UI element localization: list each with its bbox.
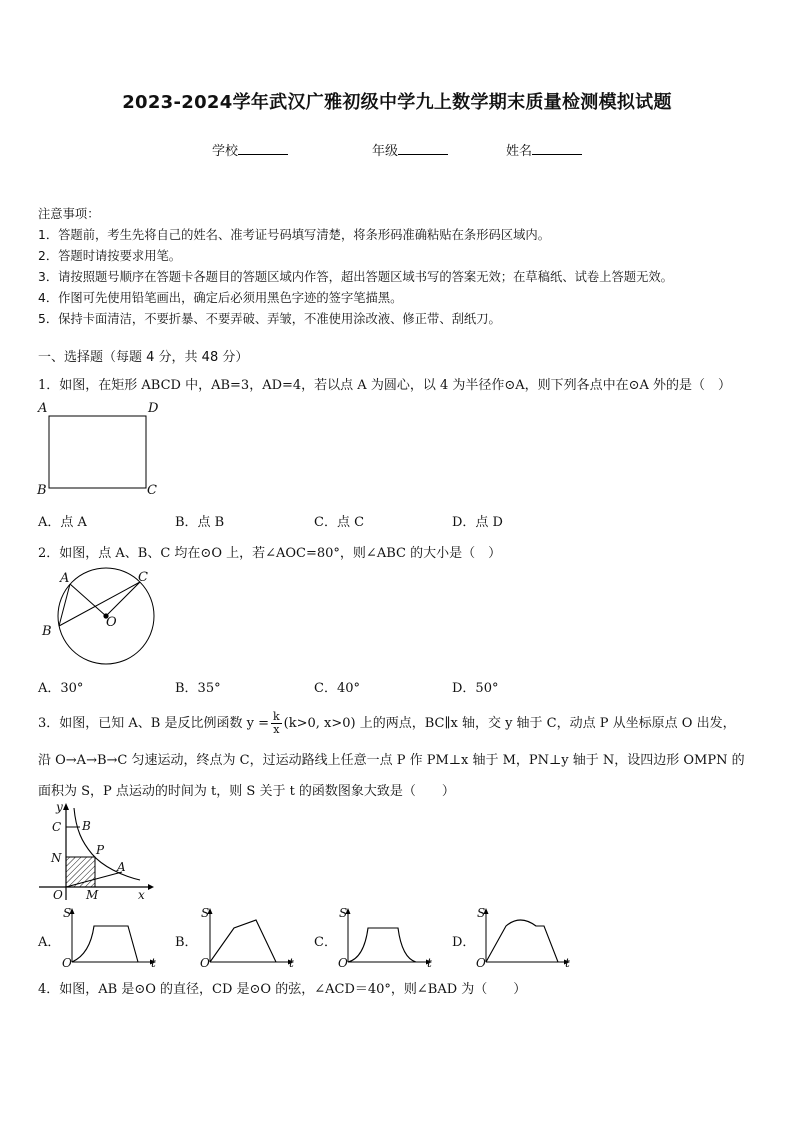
q3-label-y: y bbox=[56, 800, 63, 814]
q3-label-c: C bbox=[52, 820, 62, 834]
q3-fraction-denominator: x bbox=[273, 723, 280, 736]
note-item: 1．答题前，考生先将自己的姓名、准考证号码填写清楚，将条形码准确粘贴在条形码区域内。 bbox=[38, 228, 550, 242]
x-axis-arrow bbox=[148, 884, 154, 890]
q3-label-x: x bbox=[138, 888, 145, 902]
q2-option-a[interactable]: A．30° bbox=[38, 681, 84, 696]
q2-label-b: B bbox=[42, 624, 52, 639]
q3-fraction-numerator: k bbox=[272, 710, 280, 723]
q3-option-c-label[interactable]: C． bbox=[314, 935, 337, 950]
question-4-text: 4．如图，AB 是⊙O 的直径，CD 是⊙O 的弦，∠ACD＝40°，则∠BAD 为（ ） bbox=[38, 982, 527, 997]
q3-label-o: O bbox=[53, 888, 63, 902]
q2-option-d[interactable]: D．50° bbox=[452, 681, 499, 696]
segment-ba bbox=[59, 584, 70, 626]
q1-option-a[interactable]: A．点 A bbox=[38, 515, 87, 530]
q2-option-b[interactable]: B．35° bbox=[175, 681, 221, 696]
page-title: 2023-2024学年武汉广雅初级中学九上数学期末质量检测模拟试题 bbox=[122, 92, 672, 113]
q2-label-a: A bbox=[60, 571, 70, 586]
q3-line1-start: 3．如图，已知 A、B 是反比例函数 y = bbox=[38, 716, 269, 731]
q3-label-n: N bbox=[51, 851, 62, 865]
q3-label-a: A bbox=[117, 860, 126, 874]
grade-field[interactable] bbox=[372, 140, 448, 159]
school-blank[interactable] bbox=[238, 142, 288, 155]
q2-label-o: O bbox=[106, 615, 117, 630]
q3-option-a-graph[interactable] bbox=[60, 904, 160, 972]
segment-ao bbox=[70, 584, 106, 616]
q1-option-c[interactable]: C．点 C bbox=[314, 515, 365, 530]
notes-heading: 注意事项： bbox=[38, 207, 100, 221]
q3-label-p: P bbox=[96, 843, 105, 857]
q2-label-c: C bbox=[138, 570, 148, 585]
school-label: 学校 bbox=[212, 144, 239, 159]
q3-option-d-graph[interactable] bbox=[474, 904, 574, 972]
q1-label-c: C bbox=[147, 483, 157, 498]
q1-label-a: A bbox=[38, 401, 48, 416]
q3-option-d-label[interactable]: D． bbox=[452, 935, 476, 950]
name-blank[interactable] bbox=[532, 142, 582, 155]
q3-label-b: B bbox=[82, 819, 91, 833]
rectangle-abcd bbox=[49, 416, 146, 488]
school-field[interactable] bbox=[212, 140, 288, 159]
section-heading: 一、选择题（每题 4 分，共 48 分） bbox=[38, 350, 249, 365]
graph-c-label-t: t bbox=[427, 956, 432, 970]
q3-line1-end: (k>0, x>0) 上的两点，BC∥x 轴，交 y 轴于 C，动点 P 从坐标原点 O 出发， bbox=[283, 716, 736, 731]
q1-option-b[interactable]: B．点 B bbox=[175, 515, 225, 530]
note-item: 3．请按照题号顺序在答题卡各题目的答题区域内作答，超出答题区域书写的答案无效；在草稿纸、试卷上答题无效。 bbox=[38, 270, 673, 284]
graph-d-label-s: S bbox=[477, 906, 486, 920]
graph-d-curve bbox=[486, 920, 558, 962]
graph-a-label-t: t bbox=[151, 956, 156, 970]
shaded-rectangle-ompn bbox=[66, 857, 95, 887]
graph-c-label-s: S bbox=[339, 906, 348, 920]
q3-label-m: M bbox=[86, 888, 99, 902]
graph-b-curve bbox=[210, 920, 276, 962]
grade-blank[interactable] bbox=[398, 142, 448, 155]
note-item: 4．作图可先使用铅笔画出，确定后必须用黑色字迹的签字笔描黑。 bbox=[38, 291, 403, 305]
q3-option-b-graph[interactable] bbox=[198, 904, 298, 972]
q1-label-b: B bbox=[37, 483, 47, 498]
q2-option-c[interactable]: C．40° bbox=[314, 681, 360, 696]
y-axis-arrow bbox=[63, 803, 69, 810]
q3-fraction bbox=[271, 711, 282, 736]
graph-a-label-s: S bbox=[63, 906, 72, 920]
name-field[interactable] bbox=[506, 140, 582, 159]
note-item: 5．保持卡面清洁，不要折暴、不要弄破、弄皱，不准使用涂改液、修正带、刮纸刀。 bbox=[38, 312, 501, 326]
graph-c-curve bbox=[348, 928, 416, 962]
graph-d-label-o: O bbox=[476, 956, 486, 970]
q1-option-d[interactable]: D．点 D bbox=[452, 515, 503, 530]
q1-label-d: D bbox=[148, 401, 159, 416]
segment-co bbox=[106, 582, 140, 616]
question-3-line-3: 面积为 S，P 点运动的时间为 t，则 S 关于 t 的函数图象大致是（ ） bbox=[38, 784, 455, 799]
question-1-text: 1．如图，在矩形 ABCD 中，AB=3，AD=4，若以点 A 为圆心，以 4 为半径作⊙A，则下列各点中在⊙A 外的是（ ） bbox=[38, 378, 732, 393]
graph-b-label-s: S bbox=[201, 906, 210, 920]
graph-a-curve bbox=[72, 926, 138, 962]
question-3-line-1 bbox=[38, 711, 736, 736]
q3-option-a-label[interactable]: A． bbox=[38, 935, 61, 950]
segment-bc bbox=[59, 582, 140, 626]
q3-option-b-label[interactable]: B． bbox=[175, 935, 198, 950]
question-2-text: 2．如图，点 A、B、C 均在⊙O 上，若∠AOC=80°，则∠ABC 的大小是（ ） bbox=[38, 546, 502, 561]
graph-b-label-t: t bbox=[289, 956, 294, 970]
graph-c-label-o: O bbox=[338, 956, 348, 970]
notes-block bbox=[38, 204, 778, 330]
name-label: 姓名 bbox=[506, 144, 533, 159]
grade-label: 年级 bbox=[372, 144, 399, 159]
note-item: 2．答题时请按要求用笔。 bbox=[38, 249, 182, 263]
q3-option-c-graph[interactable] bbox=[336, 904, 436, 972]
graph-d-label-t: t bbox=[565, 956, 570, 970]
question-3-line-2: 沿 O→A→B→C 匀速运动，终点为 C，过运动路线上任意一点 P 作 PM⊥x 轴于 M，PN⊥y 轴于 N，设四边形 OMPN 的 bbox=[38, 753, 745, 768]
graph-a-label-o: O bbox=[62, 956, 72, 970]
graph-b-label-o: O bbox=[200, 956, 210, 970]
